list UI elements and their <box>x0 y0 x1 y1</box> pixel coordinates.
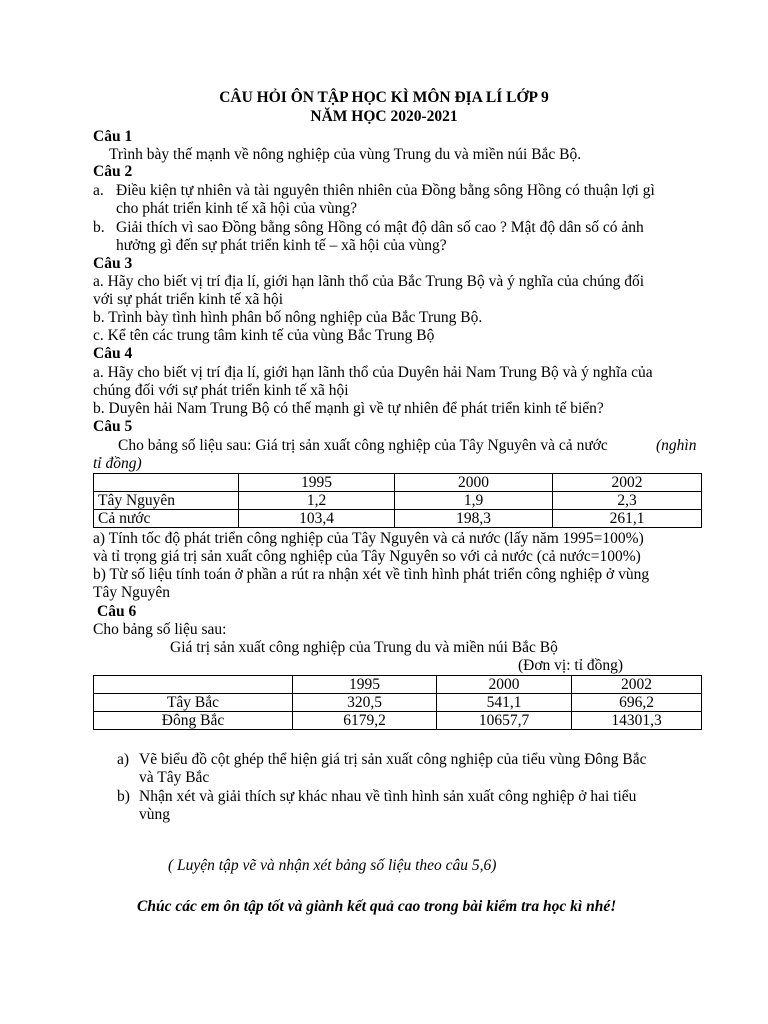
closing-message: Chúc các em ôn tập tốt và giành kết quả cao trong bài kiểm tra học kì nhé! <box>137 898 617 915</box>
q5-intro: Cho bảng số liệu sau: Giá trị sản xuất công nghiệp của Tây Nguyên và cả nước <box>118 437 608 454</box>
table-cell: 696,2 <box>572 694 702 712</box>
table-year-header: 2000 <box>437 676 572 694</box>
table-header-row <box>94 474 702 492</box>
q6-a-line1: Vẽ biểu đồ cột ghép thể hiện giá trị sản xuất công nghiệp của tiểu vùng Đông Bắc <box>139 751 647 768</box>
q2-a-line2: cho phát triển kinh tế xã hội của vùng? <box>116 200 358 217</box>
table-year-header: 1995 <box>239 474 395 492</box>
document-subtitle: NĂM HỌC 2020-2021 <box>310 108 458 125</box>
table-row-label: Tây Bắc <box>94 694 293 712</box>
q6-a-line2: và Tây Bắc <box>139 769 210 786</box>
table-corner-cell <box>94 676 293 694</box>
q2-a-marker: a. <box>93 182 104 199</box>
table-header-row <box>94 676 702 694</box>
q3-c: c. Kể tên các trung tâm kinh tế của vùng Bắc Trung Bộ <box>93 327 435 344</box>
table-year-header: 2000 <box>395 474 553 492</box>
table-row <box>94 510 702 528</box>
table-cell: 198,3 <box>395 510 553 528</box>
q6-b-line2: vùng <box>139 806 170 823</box>
table-year-header: 1995 <box>293 676 437 694</box>
q2-b-line2: hưởng gì đến sự phát triển kinh tế – xã hội của vùng? <box>116 237 447 254</box>
table-year-header: 2002 <box>553 474 702 492</box>
q4-a-line2: chúng đối với sự phát triển kinh tế xã hội <box>93 382 349 399</box>
q4-heading: Câu 4 <box>93 345 133 362</box>
q4-b: b. Duyên hải Nam Trung Bộ có thế mạnh gì về tự nhiên để phát triển kinh tế biển? <box>93 400 604 417</box>
document-title: CÂU HỎI ÔN TẬP HỌC KÌ MÔN ĐỊA LÍ LỚP 9 <box>219 89 549 106</box>
q6-b-marker: b) <box>117 788 130 805</box>
table-year-header: 2002 <box>572 676 702 694</box>
q5-a-line1: a) Tính tốc độ phát triển công nghiệp của Tây Nguyên và cả nước (lấy năm 1995=100%) <box>93 530 644 547</box>
table-cell: 14301,3 <box>572 712 702 730</box>
q5-a-line2: và tỉ trọng giá trị sản xuất công nghiệp của Tây Nguyên so với cả nước (cả nước=100%) <box>93 548 641 565</box>
q1-text: Trình bày thế mạnh về nông nghiệp của vùng Trung du và miền núi Bắc Bộ. <box>109 146 582 163</box>
q6-unit: (Đơn vị: tỉ đồng) <box>518 657 624 674</box>
table-cell: 103,4 <box>239 510 395 528</box>
q2-a-line1: Điều kiện tự nhiên và tài nguyên thiên nhiên của Đồng bằng sông Hồng có thuận lợi gì <box>116 182 655 199</box>
q6-a-marker: a) <box>117 751 130 768</box>
table-cell: 320,5 <box>293 694 437 712</box>
q5-b-line2: Tây Nguyên <box>93 584 171 601</box>
table-cell: 2,3 <box>553 492 702 510</box>
table-cell: 6179,2 <box>293 712 437 730</box>
q6-table <box>93 675 702 730</box>
q2-b-line1: Giải thích vì sao Đồng bằng sông Hồng có mật độ dân số cao ? Mật độ dân số có ảnh <box>116 219 644 236</box>
table-corner-cell <box>94 474 239 492</box>
table-cell: 1,2 <box>239 492 395 510</box>
table-cell: 261,1 <box>553 510 702 528</box>
q2-b-marker: b. <box>93 219 105 236</box>
table-row <box>94 492 702 510</box>
practice-note: ( Luyện tập vẽ và nhận xét bảng số liệu theo câu 5,6) <box>168 857 497 874</box>
q6-table-title: Giá trị sản xuất công nghiệp của Trung du và miền núi Bắc Bộ <box>170 639 558 656</box>
q5-unit-part2: tỉ đồng) <box>93 455 142 472</box>
q3-a-line2: với sự phát triển kinh tế xã hội <box>93 291 284 308</box>
table-cell: 541,1 <box>437 694 572 712</box>
table-row-label: Cả nước <box>94 510 239 528</box>
q2-heading: Câu 2 <box>93 163 133 180</box>
q3-b: b. Trình bày tình hình phân bố nông nghiệp của Bắc Trung Bộ. <box>93 309 483 326</box>
q6-b-line1: Nhận xét và giải thích sự khác nhau về tình hình sản xuất công nghiệp ở hai tiểu <box>139 788 637 805</box>
table-row <box>94 712 702 730</box>
table-cell: 10657,7 <box>437 712 572 730</box>
q3-heading: Câu 3 <box>93 255 133 272</box>
table-cell: 1,9 <box>395 492 553 510</box>
table-row <box>94 694 702 712</box>
q4-a-line1: a. Hãy cho biết vị trí địa lí, giới hạn lãnh thổ của Duyên hải Nam Trung Bộ và ý nghĩa của <box>93 364 653 381</box>
q5-table <box>93 473 702 528</box>
q6-intro: Cho bảng số liệu sau: <box>93 621 227 638</box>
table-row-label: Tây Nguyên <box>94 492 239 510</box>
q6-heading: Câu 6 <box>97 603 137 620</box>
q5-unit-part1: (nghìn <box>656 437 697 454</box>
q5-b-line1: b) Từ số liệu tính toán ở phần a rút ra nhận xét về tình hình phát triển công nghiệp ở vùng <box>93 566 650 583</box>
q3-a-line1: a. Hãy cho biết vị trí địa lí, giới hạn lãnh thổ của Bắc Trung Bộ và ý nghĩa của chúng đối <box>93 273 645 290</box>
table-row-label: Đông Bắc <box>94 712 293 730</box>
q5-heading: Câu 5 <box>93 418 133 435</box>
q1-heading: Câu 1 <box>93 128 133 145</box>
